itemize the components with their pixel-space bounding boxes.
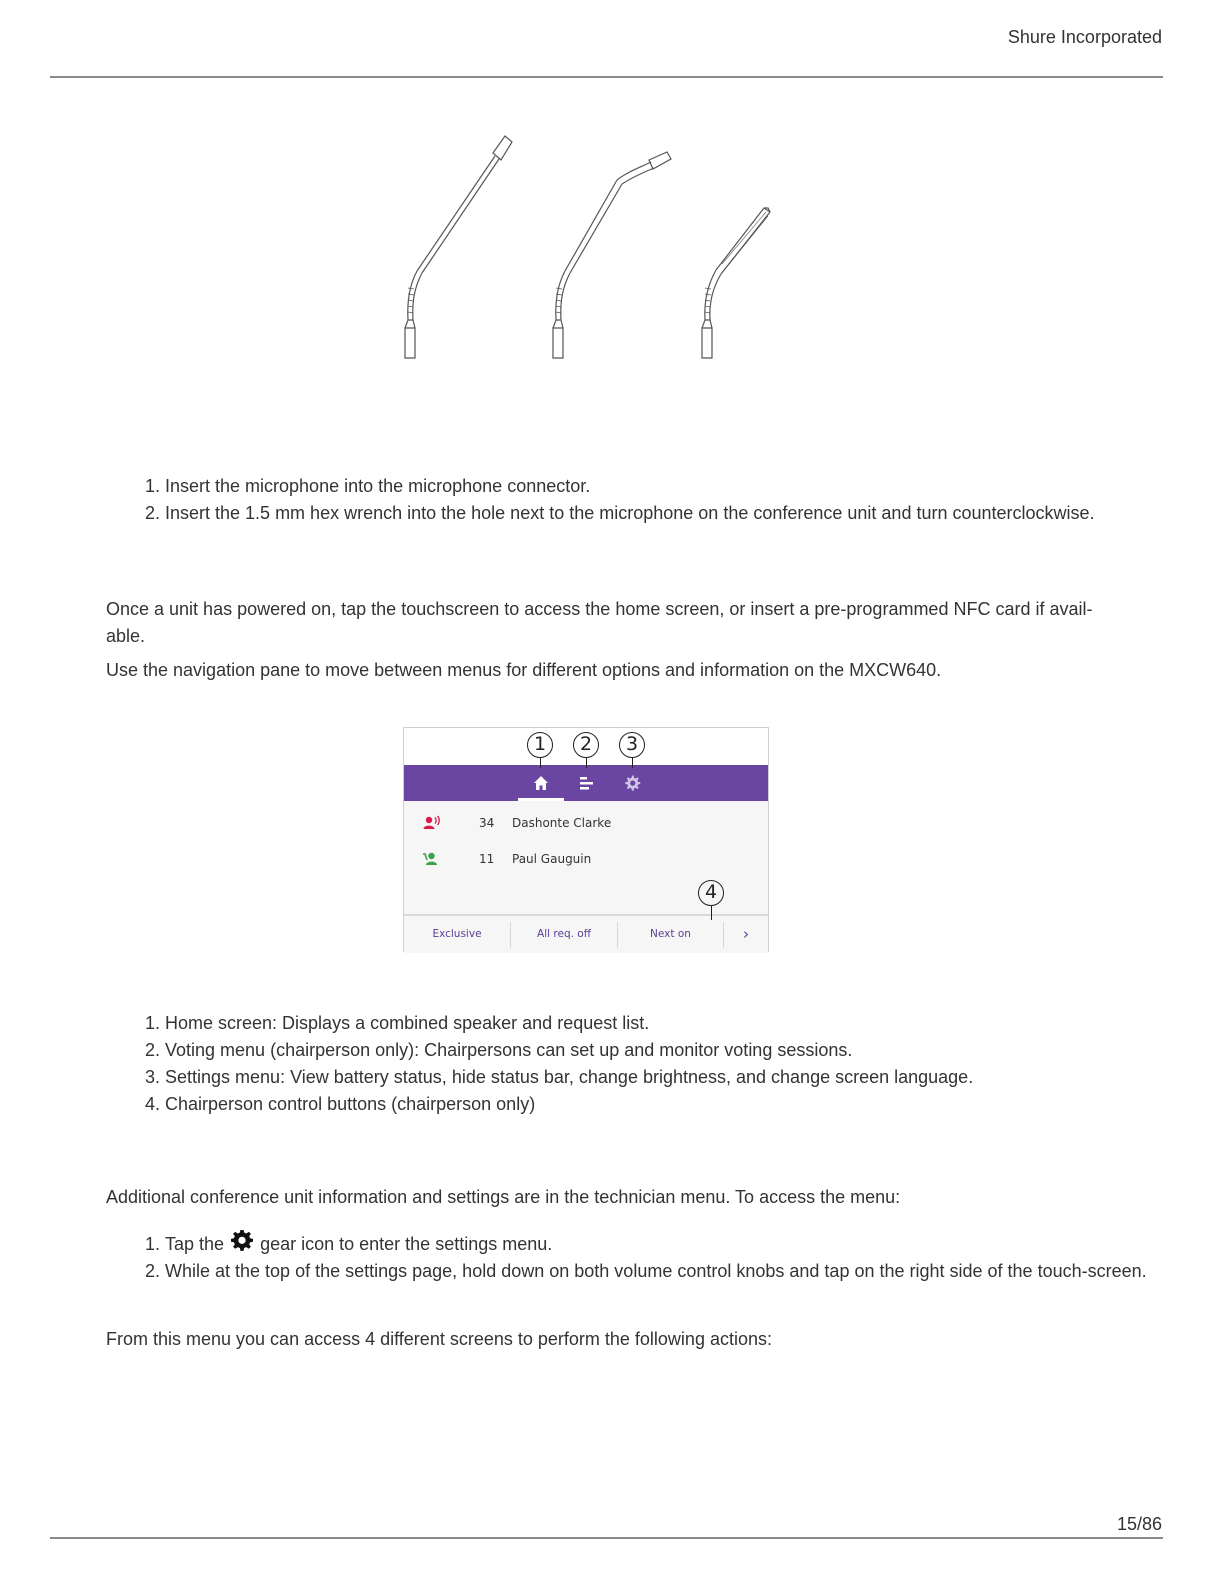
callout-leader-line	[711, 906, 712, 920]
participant-name: Dashonte Clarke	[512, 816, 612, 830]
microphone-types-illustration	[395, 128, 785, 368]
list-item: 2. Voting menu (chairperson only): Chairpersons can set up and monitor voting sessions.	[165, 1037, 1165, 1064]
request-icon	[422, 850, 440, 868]
speaker-active-icon	[422, 814, 440, 832]
home-icon[interactable]	[531, 773, 551, 793]
callout-3: 3	[619, 732, 645, 758]
voting-list-icon[interactable]	[577, 773, 597, 793]
list-item[interactable]	[404, 805, 768, 841]
active-tab-indicator	[518, 798, 564, 801]
all-requests-off-button[interactable]: All req. off	[537, 928, 591, 940]
callout-1: 1	[527, 732, 553, 758]
callout-4: 4	[698, 880, 724, 906]
seat-number: 11	[479, 852, 495, 866]
microphone-long-icon	[405, 136, 512, 358]
footer-rule	[50, 1537, 1163, 1539]
navigation-paragraph: Use the navigation pane to move between menus for different options and information on the MXCW640.	[106, 660, 942, 680]
list-item	[165, 1230, 1165, 1258]
company-name: Shure Incorporated	[1007, 27, 1162, 47]
page-number: 15/86	[1116, 1514, 1162, 1534]
callout-leader-line	[540, 758, 541, 768]
list-item: 3. Settings menu: View battery status, hide status bar, change brightness, and change screen language.	[165, 1064, 1165, 1091]
participant-name: Paul Gauguin	[512, 852, 592, 866]
technician-outro-paragraph: From this menu you can access 4 different screens to perform the following actions:	[106, 1329, 772, 1349]
seat-number: 34	[479, 816, 495, 830]
list-item: 2. While at the top of the settings page, hold down on both volume control knobs and tap on the right side of the touch-screen.	[165, 1258, 1165, 1285]
list-item: 4. Chairperson control buttons (chairperson only)	[165, 1091, 1165, 1118]
chevron-right-icon[interactable]: ›	[743, 925, 749, 943]
gear-icon	[231, 1230, 253, 1252]
intro-paragraph: Once a unit has powered on, tap the touchscreen to access the home screen, or insert a pre-programmed NFC card if avail-able.	[106, 599, 1093, 646]
screen-legend-list	[106, 1010, 1165, 1118]
chairperson-control-bar	[404, 914, 768, 953]
gear-icon[interactable]	[622, 773, 642, 793]
microphone-bent-icon	[553, 152, 671, 358]
microphone-short-icon	[702, 208, 770, 358]
technician-steps-list	[106, 1230, 1165, 1285]
list-item: 1. Insert the microphone into the microphone connector.	[165, 473, 1165, 500]
header-rule	[50, 76, 1163, 78]
install-steps-list	[106, 473, 1165, 527]
callout-2: 2	[573, 732, 599, 758]
step-text: gear icon to enter the settings menu.	[260, 1234, 553, 1254]
callout-leader-line	[632, 758, 633, 768]
step-text: Tap the	[165, 1234, 225, 1254]
navigation-pane	[404, 765, 768, 801]
technician-intro-paragraph: Additional conference unit information and settings are in the technician menu. To access the menu:	[106, 1187, 901, 1207]
list-item: 2. Insert the 1.5 mm hex wrench into the hole next to the microphone on the conference unit and turn counterclockwise.	[165, 500, 1165, 527]
list-item[interactable]	[404, 841, 768, 877]
callout-leader-line	[586, 758, 587, 768]
exclusive-button[interactable]: Exclusive	[432, 928, 482, 940]
list-item: 1. Home screen: Displays a combined speaker and request list.	[165, 1010, 1165, 1037]
next-on-button[interactable]: Next on	[650, 928, 691, 940]
